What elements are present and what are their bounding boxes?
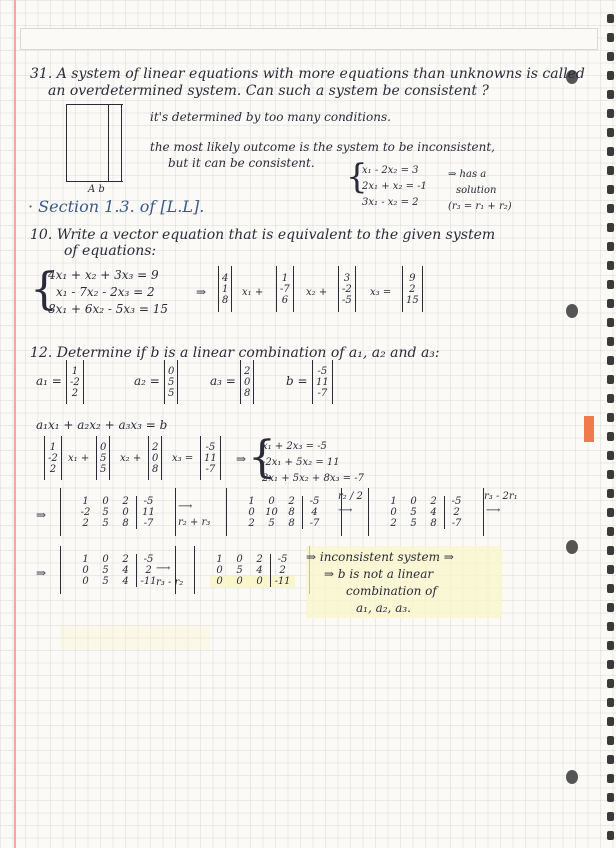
header-box — [20, 28, 598, 50]
b-vector: -5 11 -7 — [312, 360, 333, 404]
system-brace: { — [346, 157, 368, 197]
a3-vector: 2 0 8 — [240, 360, 254, 404]
ex10-eq3: 8x₁ + 6x₂ - 5x₃ = 15 — [48, 302, 168, 316]
spiral-hole — [607, 318, 614, 327]
combo-x1: x₁ + — [68, 453, 90, 464]
spiral-hole — [607, 736, 614, 745]
spiral-hole — [607, 109, 614, 118]
reduce-arrow-4: ⟶ — [156, 563, 171, 574]
spiral-binding — [602, 0, 616, 848]
matrix-sketch-labels: A b — [88, 184, 105, 195]
ex31-eq2: 2x₁ + x₂ = -1 — [362, 181, 427, 192]
spiral-hole — [607, 432, 614, 441]
combo-implies: ⇒ — [236, 452, 247, 466]
ex10-eq2: x₁ - 7x₂ - 2x₃ = 2 — [56, 285, 155, 299]
ex31-note3: (r₃ = r₁ + r₂) — [448, 201, 512, 212]
ex10-x1: x₁ + — [242, 287, 264, 298]
spiral-hole — [607, 223, 614, 232]
ex10-question-line2: of equations: — [64, 243, 157, 259]
sticker-tab — [584, 416, 594, 442]
spiral-hole — [607, 755, 614, 764]
a2-vector: 0 5 5 — [164, 360, 178, 404]
a3-label: a₃ = — [210, 374, 236, 388]
ex31-note1: ⇒ has a — [448, 169, 487, 180]
spiral-hole — [607, 185, 614, 194]
combo-eq2: -2x₁ + 5x₂ = 11 — [262, 457, 340, 468]
reduce-arrow-3: ⟶ — [486, 505, 501, 516]
spiral-hole — [607, 489, 614, 498]
ex31-answer-line2: the most likely outcome is the system to be inconsistent, — [150, 140, 495, 154]
ex10-rhs: 9 2 15 — [402, 266, 423, 312]
spiral-hole — [607, 166, 614, 175]
ex31-question-line1: 31. A system of linear equations with more equations than unknowns is called — [30, 66, 585, 82]
ex10-x2: x₂ + — [306, 287, 328, 298]
spiral-hole — [607, 261, 614, 270]
ex10-eq1: 4x₁ + x₂ + 3x₃ = 9 — [48, 268, 159, 282]
spiral-hole — [607, 71, 614, 80]
ex10-system-brace: { — [30, 264, 58, 315]
ex10-x3: x₃ = — [370, 287, 392, 298]
spiral-hole — [607, 90, 614, 99]
faint-highlight — [60, 626, 210, 650]
spiral-hole — [607, 394, 614, 403]
spiral-hole — [607, 831, 614, 840]
combo-a1: 1 -2 2 — [44, 436, 62, 480]
spiral-hole — [607, 546, 614, 555]
conclusion-line3: combination of — [346, 584, 437, 598]
op-r3-minus-2r1: r₃ - 2r₁ — [484, 491, 518, 502]
spiral-hole — [607, 565, 614, 574]
spiral-hole — [607, 793, 614, 802]
spiral-hole — [607, 204, 614, 213]
section-heading: · Section 1.3. of [L.L]. — [28, 197, 205, 216]
conclusion-line4: a₁, a₂, a₃. — [356, 601, 411, 615]
conclusion-line1: ⇒ inconsistent system ⇒ — [306, 550, 454, 564]
spiral-hole — [607, 508, 614, 517]
combo-a2: 0 5 5 — [96, 436, 110, 480]
punch-hole — [566, 540, 578, 554]
ex10-col3: 3 -2 -5 — [338, 266, 356, 312]
ex31-note2: solution — [456, 185, 497, 196]
spiral-hole — [607, 413, 614, 422]
spiral-hole — [607, 147, 614, 156]
spiral-hole — [607, 679, 614, 688]
spiral-hole — [607, 52, 614, 61]
reduce-arrow-2: ⟶ — [338, 505, 353, 516]
spiral-hole — [607, 660, 614, 669]
spiral-hole — [607, 584, 614, 593]
ex31-answer-line3: but it can be consistent. — [168, 156, 315, 170]
b-label: b = — [286, 374, 308, 388]
spiral-hole — [607, 280, 614, 289]
spiral-hole — [607, 375, 614, 384]
spiral-hole — [607, 33, 614, 42]
ex10-col1: 4 1 8 — [218, 266, 232, 312]
spiral-hole — [607, 774, 614, 783]
vector-sketch — [108, 104, 122, 182]
spiral-hole — [607, 14, 614, 23]
spiral-hole — [607, 603, 614, 612]
op-r3-minus-r2: r₃ - r₂ — [156, 577, 184, 588]
op-r2-half: r₂ / 2 — [338, 491, 363, 502]
op-r2-plus-r3: r₂ + r₃ — [178, 517, 211, 528]
ex10-col2: 1 -7 6 — [276, 266, 294, 312]
combo-eq1: x₁ + 2x₃ = -5 — [262, 441, 327, 452]
combo-a3: 2 0 8 — [148, 436, 162, 480]
combo-b: -5 11 -7 — [200, 436, 221, 480]
spiral-hole — [607, 299, 614, 308]
spiral-hole — [607, 622, 614, 631]
linear-combination-eq: a₁x₁ + a₂x₂ + a₃x₃ = b — [36, 418, 168, 432]
ex10-implies: ⇒ — [196, 285, 207, 299]
reduce-implies: ⇒ — [36, 508, 47, 522]
conclusion-line2: ⇒ b is not a linear — [324, 567, 434, 581]
spiral-hole — [607, 717, 614, 726]
combo-system-brace: { — [248, 432, 276, 483]
spiral-hole — [607, 128, 614, 137]
reduce-implies-2: ⇒ — [36, 566, 47, 580]
combo-eq3: 2x₁ + 5x₂ + 8x₃ = -7 — [262, 473, 364, 484]
augmented-matrix-5: 1 0 2 -5 0 5 4 2 0 0 0 -11 — [194, 546, 310, 594]
augmented-matrix-3: 1 0 2 -5 0 5 4 2 2 5 8 -7 — [368, 488, 484, 536]
augmented-matrix-2: 1 0 2 -5 0 10 8 4 2 5 8 -7 — [226, 488, 342, 536]
reduce-arrow-1: ⟶ — [178, 501, 193, 512]
spiral-hole — [607, 641, 614, 650]
punch-hole — [566, 770, 578, 784]
augmented-matrix-1: 1 0 2 -5 -2 5 0 11 2 5 8 -7 — [60, 488, 176, 536]
ex31-question-line2: an overdetermined system. Can such a system be consistent ? — [48, 83, 489, 99]
punch-hole — [566, 304, 578, 318]
ex12-question: 12. Determine if b is a linear combination of a₁, a₂ and a₃: — [30, 345, 440, 361]
spiral-hole — [607, 356, 614, 365]
ex10-question-line1: 10. Write a vector equation that is equivalent to the given system — [30, 227, 496, 243]
spiral-hole — [607, 337, 614, 346]
spiral-hole — [607, 451, 614, 460]
margin-line — [14, 0, 16, 848]
spiral-hole — [607, 812, 614, 821]
ex31-eq1: x₁ - 2x₂ = 3 — [362, 165, 419, 176]
augmented-matrix-4: 1 0 2 -5 0 5 4 2 0 5 4 -11 — [60, 546, 176, 594]
ex31-answer-line1: it's determined by too many conditions. — [150, 110, 391, 124]
a2-label: a₂ = — [134, 374, 160, 388]
a1-label: a₁ = — [36, 374, 62, 388]
a1-vector: 1 -2 2 — [66, 360, 84, 404]
spiral-hole — [607, 470, 614, 479]
spiral-hole — [607, 242, 614, 251]
combo-x3: x₃ = — [172, 453, 194, 464]
combo-x2: x₂ + — [120, 453, 142, 464]
spiral-hole — [607, 698, 614, 707]
spiral-hole — [607, 527, 614, 536]
ex31-eq3: 3x₁ - x₂ = 2 — [362, 197, 419, 208]
